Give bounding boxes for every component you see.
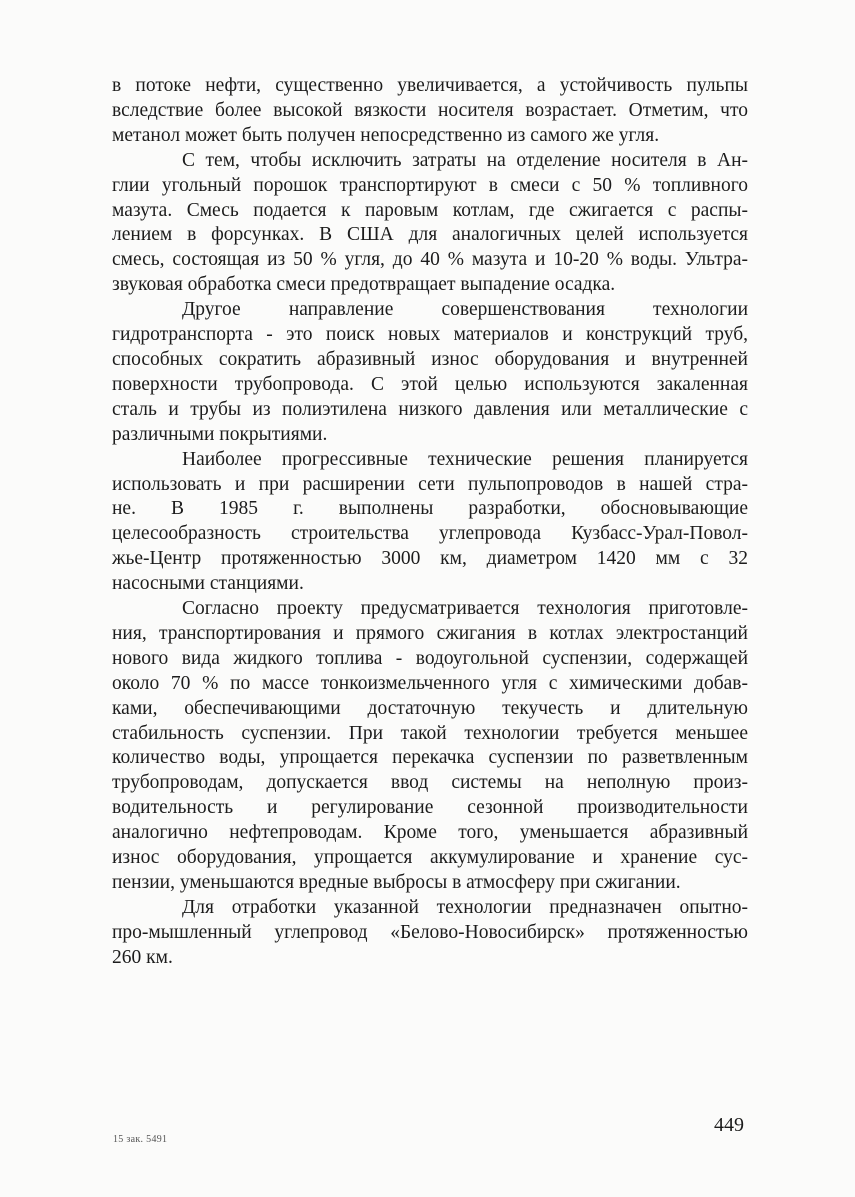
text-line: стабильность суспензии. При такой технологии требуется меньшее [112, 722, 748, 744]
printer-signature-mark: 15 зак. 5491 [113, 1134, 168, 1145]
text-line: нового вида жидкого топлива - водоугольной суспензии, содержащей [112, 647, 748, 669]
text-line: ния, транспортирования и прямого сжигания в котлах электростанций [112, 622, 748, 644]
text-line: не. В 1985 г. выполнены разработки, обосновывающие [112, 498, 748, 520]
text-line: использовать и при расширении сети пульпопроводов в нашей стра- [112, 473, 748, 495]
page-number: 449 [714, 1114, 744, 1136]
paragraph-6 [112, 896, 748, 971]
text-line: жье-Центр протяженностью 3000 км, диаметром 1420 мм с 32 [112, 548, 748, 570]
text-line: целесообразность строительства углепровода Кузбасс-Урал-Повол- [112, 523, 748, 545]
paragraph-1 [112, 74, 748, 149]
text-line: С тем, чтобы исключить затраты на отделение носителя в Ан- [182, 149, 748, 171]
text-line: около 70 % по массе тонкоизмельченного угля с химическими добав- [112, 672, 748, 694]
text-line: поверхности трубопровода. С этой целью используются закаленная [112, 373, 748, 395]
body-text [112, 74, 748, 971]
text-line: лением в форсунках. В США для аналогичных целей используется [112, 224, 748, 246]
text-line: глии угольный порошок транспортируют в смеси с 50 % топливного [112, 174, 748, 196]
text-line: Другое направление совершенствования технологии [182, 299, 748, 321]
text-line: износ оборудования, упрощается аккумулирование и хранение сус- [112, 847, 748, 869]
text-line: количество воды, упрощается перекачка суспензии по разветвленным [112, 747, 748, 769]
text-line: насосными станциями. [112, 573, 304, 595]
text-line: звуковая обработка смеси предотвращает выпадение осадка. [112, 274, 616, 296]
text-line: метанол может быть получен непосредственно из самого же угля. [112, 124, 660, 146]
text-line: смесь, состоящая из 50 % угля, до 40 % мазута и 10-20 % воды. Ультра- [112, 249, 748, 271]
text-line: в потоке нефти, существенно увеличивается, а устойчивость пульпы [112, 75, 748, 96]
text-line: вследствие более высокой вязкости носителя возрастает. Отметим, что [112, 99, 748, 121]
paragraph-2 [112, 149, 748, 298]
paragraph-5 [112, 597, 748, 896]
text-line: ками, обеспечивающими достаточную текучесть и длительную [112, 697, 748, 719]
text-line: способных сократить абразивный износ оборудования и внутренней [112, 348, 748, 370]
paragraph-4 [112, 448, 748, 597]
text-line: гидротранспорта - это поиск новых материалов и конструкций труб, [112, 324, 748, 346]
text-line: сталь и трубы из полиэтилена низкого давления или металлические с [112, 398, 748, 420]
text-line: пензии, уменьшаются вредные выбросы в атмосферу при сжигании. [112, 872, 681, 893]
text-line: Согласно проекту предусматривается технология приготовле- [182, 598, 748, 620]
text-line: аналогично нефтепроводам. Кроме того, уменьшается абразивный [112, 822, 748, 844]
text-line: про-мышленный углепровод «Белово-Новосибирск» протяженностью [112, 921, 748, 943]
text-line: трубопроводам, допускается ввод системы на неполную произ- [112, 772, 748, 794]
text-line: мазута. Смесь подается к паровым котлам, где сжигается с распы- [112, 199, 748, 221]
text-line: 260 км. [112, 946, 173, 968]
text-line: Для отработки указанной технологии предназначен опытно- [182, 896, 748, 918]
text-line: Наиболее прогрессивные технические решения планируется [182, 448, 748, 470]
text-line: водительность и регулирование сезонной производительности [112, 797, 748, 819]
text-line: различными покрытиями. [112, 423, 328, 445]
paragraph-3 [112, 298, 748, 447]
